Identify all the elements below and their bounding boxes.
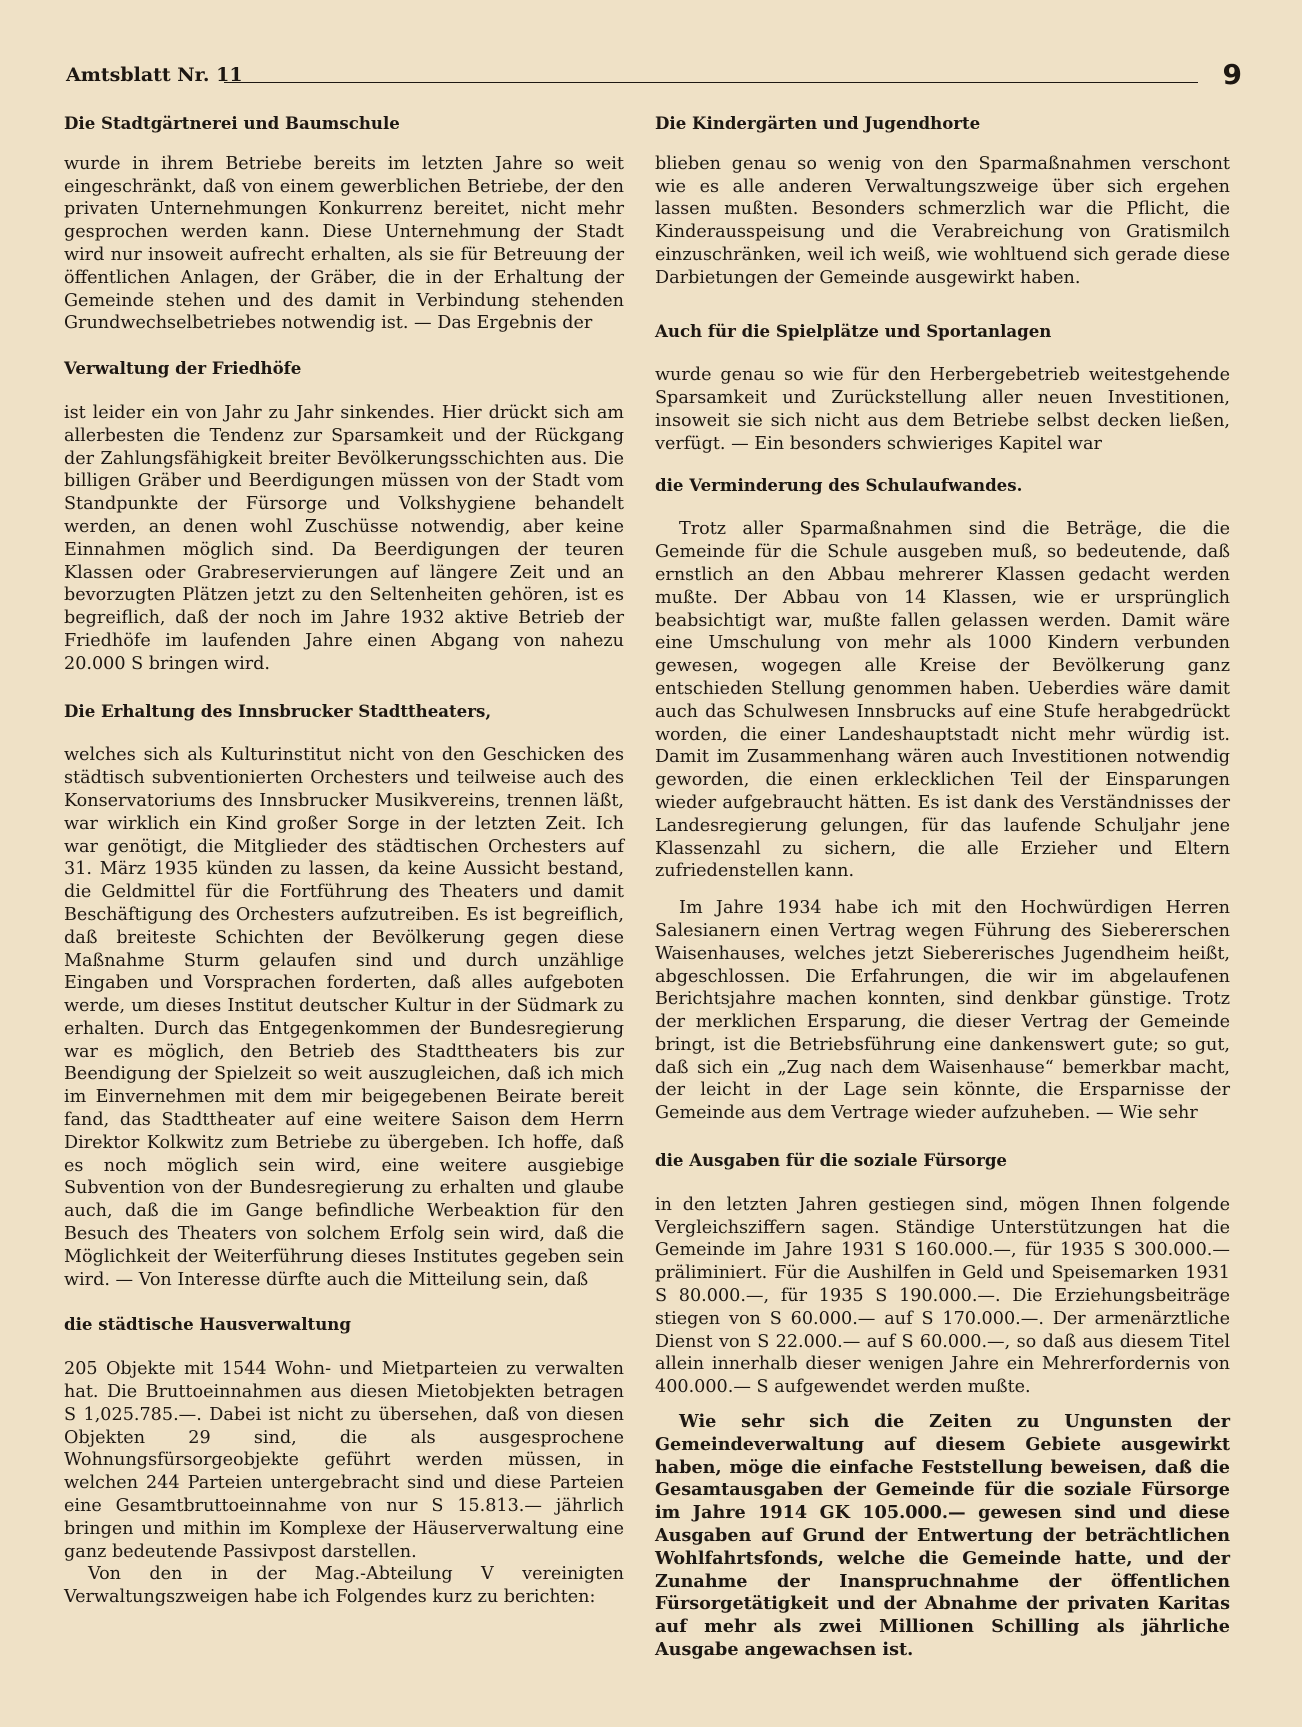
heading-hausverwaltung: die städtische Hausverwaltung — [64, 1314, 351, 1335]
heading-schulaufwand: die Verminderung des Schulaufwandes. — [655, 474, 1023, 495]
header-title: Amtsblatt Nr. 11 — [66, 64, 243, 86]
heading-stadttheater: Die Erhaltung des Innsbrucker Stadttheaters, — [64, 700, 492, 721]
paragraph-spielplaetze: wurde genau so wie für den Herbergebetrieb weitestgehende Sparsamkeit und Zurückstellung aller neuen Investitionen, insoweit sie sich nicht aus dem Betriebe selbst decken ließen, verfügt. — Ein besonders schwieriges Kapitel war — [655, 365, 1230, 454]
paragraph-gesamtausgaben: Wie sehr sich die Zeiten zu Ungunsten der Gemeindeverwaltung auf diesem Gebiete ausgewirkt haben, möge die einfache Feststellung beweisen, daß die Gesamtausgaben der Gemeinde für die soziale Fürsorge im Jahre 1914 GK 105.000.— gewesen sind und diese Ausgaben auf Grund der Entwertung der beträchtlichen Wohlfahrtsfonds, welche die Gemeinde hatte, und der Zunahme der Inanspruchnahme der öffentlichen Fürsorgetätigkeit und der Abnahme der privaten Karitas auf mehr als zwei Millionen Schilling als jährliche Ausgabe angewachsen ist. — [655, 1411, 1230, 1661]
heading-friedhoefe: Verwaltung der Friedhöfe — [64, 358, 302, 379]
left-column — [64, 112, 624, 1609]
page-number: 9 — [1222, 58, 1242, 91]
paragraph-waisenhaus: Im Jahre 1934 habe ich mit den Hochwürdigen Herren Salesianern einen Vertrag wegen Führung des Siebererschen Waisenhauses, welches jetzt Siebererisches Jugendheim heißt, abgeschlossen. Die Erfahrungen, die wir im abgelaufenen Berichtsjahre machen konnten, sind denkbar günstige. Trotz der merklichen Ersparung, die dieser Vertrag der Gemeinde bringt, ist die Betriebsführung eine dankenswert gute; so gut, daß sich ein „Zug nach dem Waisenhause“ bemerkbar macht, der leicht in der Lage sein könnte, die Ersparnisse der Gemeinde aus dem Vertrage wieder aufzuheben. — Wie sehr — [655, 898, 1230, 1124]
paragraph-stadtgaertnerei: wurde in ihrem Betriebe bereits im letzten Jahre so weit eingeschränkt, daß von einem gewerblichen Betriebe, der den privaten Unternehmungen Konkurrenz bereitet, nicht mehr gesprochen werden kann. Diese Unternehmung der Stadt wird nur insoweit aufrecht erhalten, als sie für Betreuung der öffentlichen Anlagen, der Gräber, die in der Erhaltung der Gemeinde stehen und des damit in Verbindung stehenden Grundwechselbetriebes notwendig ist. — Das Ergebnis der — [64, 153, 624, 334]
heading-soziale-fuersorge: die Ausgaben für die soziale Fürsorge — [655, 1150, 1007, 1171]
paragraph-hausverwaltung: 205 Objekte mit 1544 Wohn- und Mietparteien zu verwalten hat. Die Bruttoeinnahmen aus diesen Mietobjekten betragen S 1,025.785.—. Dabei ist nicht zu übersehen, daß von diesen Objekten 29 sind, die als ausgesprochene Wohnungsfürsorgeobjekte geführt werden müssen, in welchen 244 Parteien untergebracht sind und diese Parteien eine Gesamtbruttoeinnahme von nur S 15.813.— jährlich bringen und mithin im Komplexe der Häuserverwaltung eine ganz bedeutende Passivpost darstellen. — [64, 1359, 624, 1562]
heading-kindergaerten: Die Kindergärten und Jugendhorte — [655, 113, 981, 133]
paragraph-kindergaerten: blieben genau so wenig von den Sparmaßnahmen verschont wie es alle anderen Verwaltungszweige über sich ergehen lassen mußten. Besonders schmerzlich war die Pflicht, die Kinderausspeisung und die Verabreichung von Gratismilch einzuschränken, weil ich weiß, wie wohltuend sich gerade diese Darbietungen der Gemeinde ausgewirkt haben. — [655, 153, 1230, 288]
paragraph-friedhoefe: ist leider ein von Jahr zu Jahr sinkendes. Hier drückt sich am allerbesten die Tendenz zur Sparsamkeit und der Rückgang der Zahlungsfähigkeit breiter Bevölkerungsschichten aus. Die billigen Gräber und Beerdigungen müssen von der Stadt vom Standpunkte der Fürsorge und Volkshygiene behandelt werden, an denen wohl Zuschüsse notwendig, aber keine Einnahmen möglich sind. Da Beerdigungen der teuren Klassen oder Grabreservierungen auf längere Zeit und an bevorzugten Plätzen jetzt zu den Seltenheiten gehören, ist es begreiflich, daß der noch im Jahre 1932 aktive Betrieb der Friedhöfe im laufenden Jahre einen Abgang von nahezu 20.000 S bringen wird. — [64, 402, 624, 674]
paragraph-mag-abteilung: Von den in der Mag.-Abteilung V vereinigten Verwaltungszweigen habe ich Folgendes kurz zu berichten: — [64, 1564, 624, 1608]
paragraph-schulaufwand: Trotz aller Sparmaßnahmen sind die Beträge, die die Gemeinde für die Schule ausgeben muß, so bedeutende, daß ernstlich an den Abbau mehrerer Klassen gedacht werden mußte. Der Abbau von 14 Klassen, wie er ursprünglich beabsichtigt war, mußte fallen gelassen werden. Damit wäre eine Umschulung von mehr als 1000 Kindern verbunden gewesen, wogegen alle Kreise der Bevölkerung ganz entschieden Stellung genommen haben. Ueberdies wäre damit auch das Schulwesen Innsbrucks auf eine Stufe herabgedrückt worden, die einer Landeshauptstadt nicht mehr würdig ist. Damit im Zusammenhang wären auch Investitionen notwendig geworden, die einen erklecklichen Teil der Einsparungen wieder aufgebraucht hätten. Es ist dank des Verständnisses der Landesregierung gelungen, für das laufende Schuljahr jene Klassenzahl zu sichern, die alle Erzieher und Eltern zufriedenstellen kann. — [655, 519, 1230, 882]
heading-stadtgaertnerei: Die Stadtgärtnerei und Baumschule — [64, 113, 400, 133]
paragraph-soziale-fuersorge: in den letzten Jahren gestiegen sind, mögen Ihnen folgende Vergleichsziffern sagen. Ständige Unterstützungen hat die Gemeinde im Jahre 1931 S 160.000.—, für 1935 S 300.000.— präliminiert. Für die Aushilfen in Geld und Speisemarken 1931 S 80.000.—, für 1935 S 190.000.—. Die Erziehungsbeiträge stiegen von S 60.000.— auf S 170.000.—. Der armenärztliche Dienst von S 22.000.— auf S 60.000.—, so daß aus diesem Titel allein innerhalb dieser wenigen Jahre ein Mehrerfordernis von 400.000.— S aufgewendet werden mußte. — [655, 1194, 1230, 1398]
header-rule — [224, 82, 1198, 83]
paragraph-stadttheater: welches sich als Kulturinstitut nicht von den Geschicken des städtisch subventionierten Orchesters und teilweise auch des Konservatoriums des Innsbrucker Musikvereins, trennen läßt, war wirklich ein Kind großer Sorge in der letzten Zeit. Ich war genötigt, die Mitglieder des städtischen Orchesters auf 31. März 1935 künden zu lassen, da keine Aussicht bestand, die Geldmittel für die Fortführung des Theaters und damit Beschäftigung des Orchesters aufzutreiben. Es ist begreiflich, daß breiteste Schichten der Bevölkerung gegen diese Maßnahme Sturm gelaufen sind und durch unzählige Eingaben und Vorsprachen forderten, daß alles aufgeboten werde, um dieses Institut deutscher Kultur in der Südmark zu erhalten. Durch das Entgegenkommen der Bundesregierung war es möglich, den Betrieb des Stadttheaters bis zur Beendigung der Spielzeit so weit auszugleichen, daß ich mich im Einvernehmen mit dem mir beigegebenen Beirate bereit fand, das Stadttheater auf eine weitere Saison dem Herrn Direktor Kolkwitz zum Betriebe zu übergeben. Ich hoffe, daß es noch möglich sein wird, eine weitere ausgiebige Subvention von der Bundesregierung zu erhalten und glaube auch, daß die im Gange befindliche Werbeaktion für den Besuch des Theaters von solchem Erfolg sein wird, daß die Möglichkeit der Weiterführung dieses Institutes gegeben sein wird. — Von Interesse dürfte auch die Mitteilung sein, daß — [64, 745, 624, 1290]
heading-spielplaetze: Auch für die Spielplätze und Sportanlagen — [655, 320, 1052, 341]
right-column — [655, 112, 1230, 1662]
